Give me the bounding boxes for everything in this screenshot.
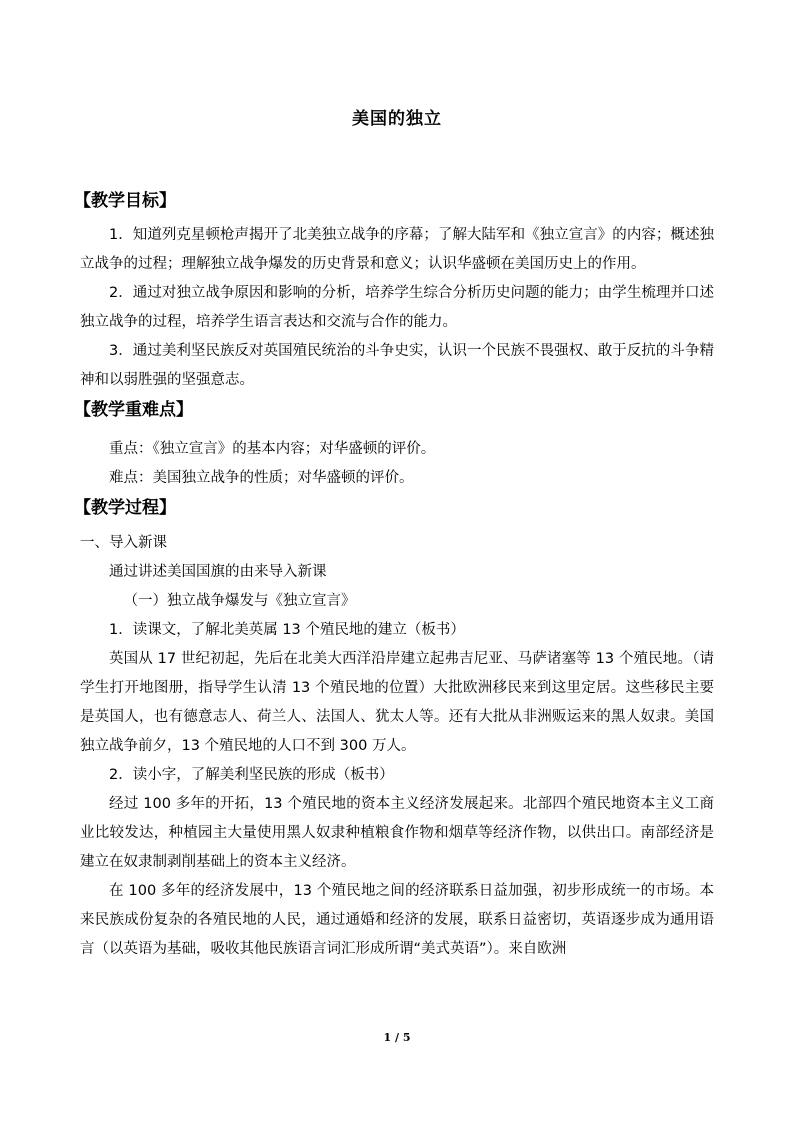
process-heading: 【教学过程】 (74, 498, 176, 518)
process-intro: 通过讲述美国国旗的由来导入新课 (109, 564, 327, 580)
process-step-1: 一、导入新课 (80, 535, 167, 551)
objective-1: 1．知道列克星顿枪声揭开了北美独立战争的序幕；了解大陆军和《独立宣言》的内容；概述独立战争的过程；理解独立战争爆发的历史背景和意义；认识华盛顿在美国历史上的作用。 (80, 227, 714, 272)
objective-2: 2．通过对独立战争原因和影响的分析，培养学生综合分析历史问题的能力；由学生梳理并口述独立战争的过程，培养学生语言表达和交流与合作的能力。 (80, 285, 714, 330)
process-paragraph-3: 在 100 多年的经济发展中，13 个殖民地之间的经济联系日益加强，初步形成统一的市场。本来民族成份复杂的各殖民地的人民，通过通婚和经济的发展，联系日益密切，英语逐步成为通用语言（以英语为基础，吸收其他民族语言词汇形成所谓“美式英语”）。来自欧洲 (80, 883, 714, 957)
process-paragraph-2: 经过 100 多年的开拓，13 个殖民地的资本主义经济发展起来。北部四个殖民地资本主义工商业比较发达，种植园主大量使用黑人奴隶种植粮食作物和烟草等经济作物，以供出口。南部经济是建立在奴隶制剥削基础上的资本主义经济。 (80, 796, 714, 870)
key-points-heading: 【教学重难点】 (74, 400, 193, 420)
difficult-point: 难点：美国独立战争的性质；对华盛顿的评价。 (109, 470, 414, 486)
process-subsection-1: （一）独立战争爆发与《独立宣言》 (123, 593, 356, 609)
process-item-1: 1．读课文，了解北美英属 13 个殖民地的建立（板书） (109, 622, 465, 638)
objectives-heading: 【教学目标】 (74, 191, 176, 211)
page-number: 1 / 5 (383, 1031, 411, 1044)
process-paragraph-1: 英国从 17 世纪初起，先后在北美大西洋沿岸建立起弗吉尼亚、马萨诸塞等 13 个殖民地。（请学生打开地图册，指导学生认清 13 个殖民地的位置）大批欧洲移民来到这里定居。这些移民主要是英国人，也有德意志人、荷兰人、法国人、犹太人等。还有大批从非洲贩运来的黑人奴隶。美国独立战争前夕，13 个殖民地的人口不到 300 万人。 (80, 651, 714, 754)
process-item-2: 2．读小字，了解美利坚民族的形成（板书） (109, 767, 394, 783)
key-point: 重点：《独立宣言》的基本内容；对华盛顿的评价。 (109, 441, 436, 457)
document-title: 美国的独立 (352, 109, 442, 129)
document-body (74, 186, 714, 964)
objective-3: 3．通过美利坚民族反对英国殖民统治的斗争史实，认识一个民族不畏强权、敢于反抗的斗争精神和以弱胜强的坚强意志。 (80, 343, 714, 388)
